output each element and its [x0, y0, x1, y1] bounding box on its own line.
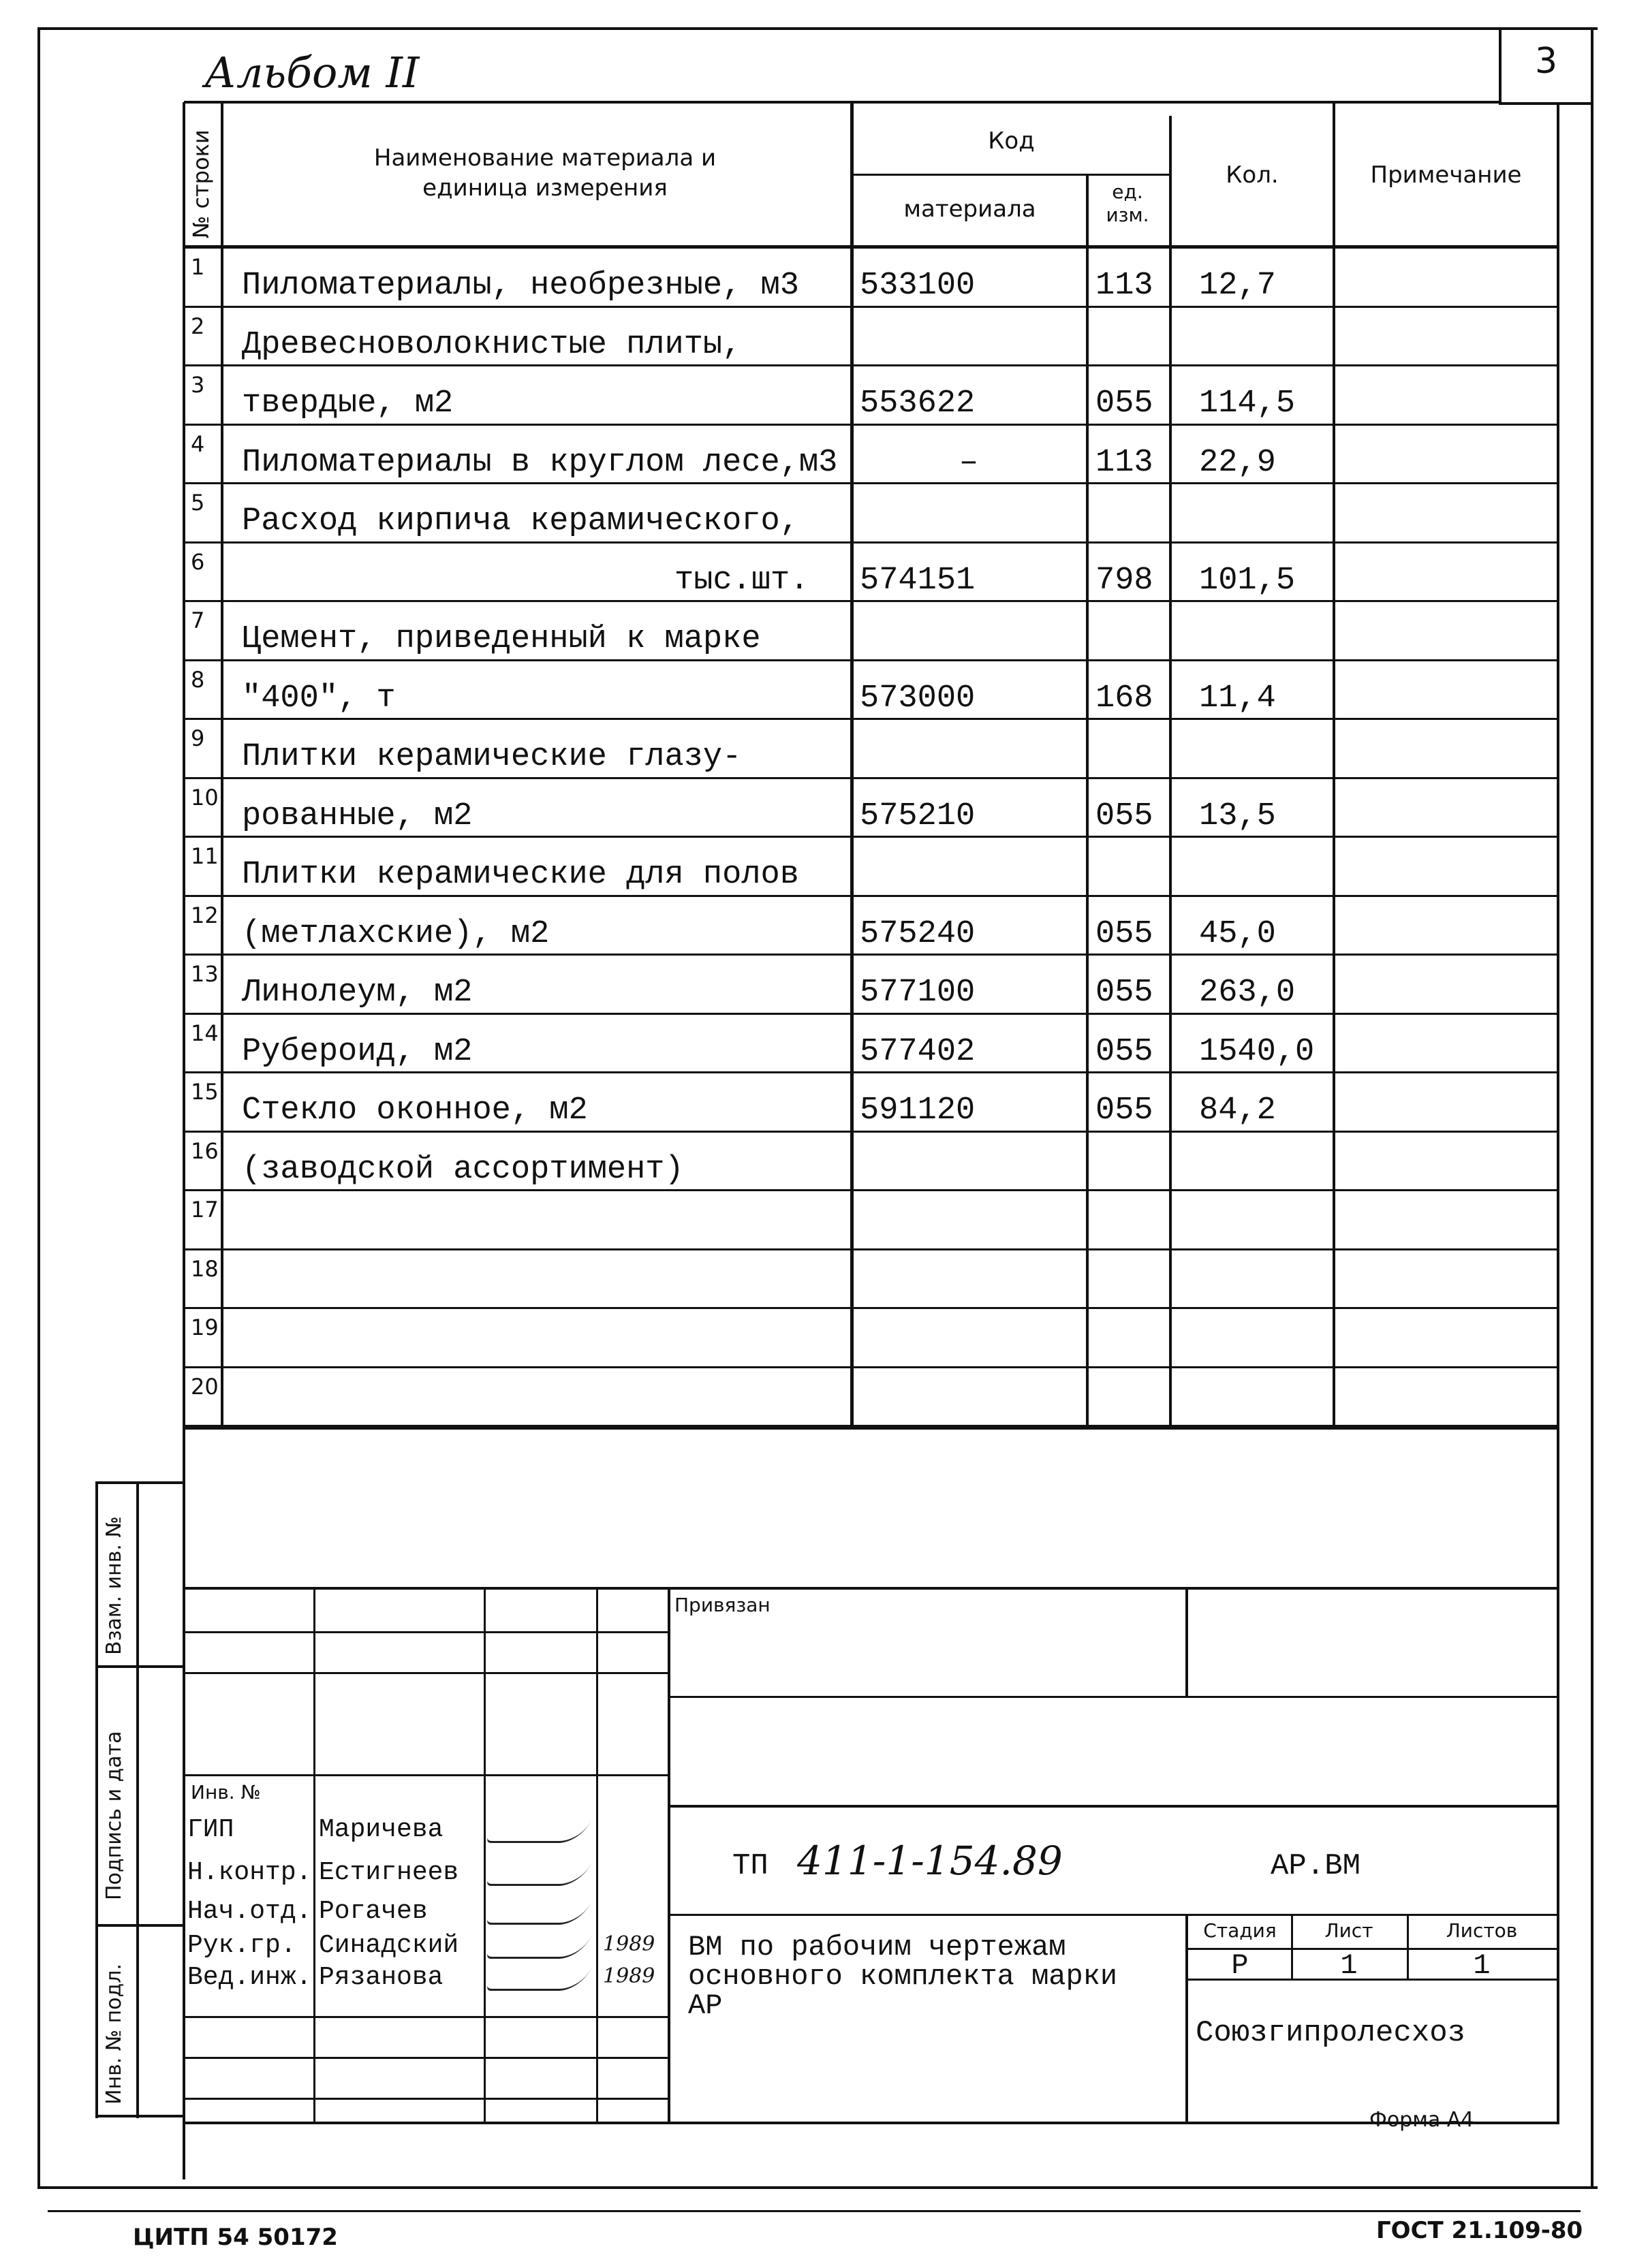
- signature-mark: [485, 1936, 591, 1959]
- table-row-line: [183, 600, 1559, 602]
- table-row-line: [183, 306, 1559, 308]
- row-quantity: 1540,0: [1199, 1034, 1315, 1070]
- stamp-sheet-value: 1: [1340, 1949, 1358, 1982]
- stamp-bottom: [183, 2122, 1559, 2124]
- signer-name: Рязанова: [319, 1963, 444, 1992]
- row-material-name: (заводской ассортимент): [242, 1152, 684, 1188]
- row-material-name: Рубероид, м2: [242, 1034, 473, 1070]
- stamp-row-9: [668, 1914, 1185, 1916]
- row-number: 11: [191, 843, 219, 869]
- row-number: 17: [191, 1197, 219, 1223]
- row-unit-code: 055: [1095, 1034, 1153, 1070]
- table-right-border: [1557, 102, 1559, 1427]
- header-code-material: материала: [903, 195, 1036, 223]
- row-material-code: 577402: [860, 1034, 976, 1070]
- row-number: 14: [191, 1020, 219, 1046]
- side-strip-top: [95, 1481, 185, 1484]
- header-row-number: № строки: [188, 129, 214, 238]
- table-row-line: [183, 718, 1559, 720]
- stamp-col-6: [1185, 1914, 1188, 2122]
- row-unit-code: 055: [1095, 916, 1153, 952]
- stamp-sheet-label: Лист: [1324, 1919, 1373, 1942]
- footer-line: [48, 2210, 1581, 2212]
- header-code-unit: ед. изм.: [1106, 180, 1149, 226]
- table-row-line: [183, 482, 1559, 484]
- row-material-code: 591120: [860, 1092, 976, 1129]
- signer-role: Рук.гр.: [187, 1931, 296, 1960]
- row-material-code: 573000: [860, 680, 976, 716]
- signer-role: Вед.инж.: [187, 1963, 312, 1992]
- row-number: 18: [191, 1256, 219, 1282]
- row-material-name: Пиломатериалы, необрезные, м3: [242, 268, 799, 304]
- row-number: 13: [191, 961, 219, 987]
- stamp-description-2: основного комплекта марки: [688, 1960, 1118, 1993]
- row-number: 12: [191, 902, 219, 928]
- side-label-inv-vzam: Взам. инв. №: [102, 1516, 126, 1655]
- footer-left-code: ЦИТП 54 50172: [133, 2224, 338, 2251]
- frame-bottom-line: [37, 2186, 1598, 2189]
- signer-name: Маричева: [319, 1815, 444, 1844]
- signer-name: Рогачев: [319, 1897, 428, 1926]
- signer-role: ГИП: [187, 1815, 234, 1844]
- album-title: Альбом II: [204, 48, 420, 97]
- stamp-sheets-label: Листов: [1446, 1919, 1518, 1942]
- signer-date: 1989: [603, 1964, 655, 1988]
- row-material-code: –: [959, 445, 979, 481]
- row-number: 20: [191, 1374, 219, 1400]
- stamp-row-4: [668, 1696, 1559, 1698]
- row-unit-code: 113: [1095, 445, 1153, 481]
- row-material-name: Плитки керамические глазу-: [242, 739, 742, 775]
- table-row-line: [183, 777, 1559, 779]
- row-number: 7: [191, 608, 205, 633]
- side-strip-sep-1: [95, 1665, 185, 1668]
- header-name: Наименование материала и единица измерения: [373, 144, 717, 202]
- table-row-line: [183, 659, 1559, 661]
- col-unit-divider: [1169, 116, 1172, 1427]
- stamp-description-3: АР: [688, 1989, 723, 2022]
- row-material-name: рованные, м2: [242, 798, 473, 834]
- row-material-name: Стекло оконное, м2: [242, 1092, 588, 1129]
- row-unit-code: 055: [1095, 975, 1153, 1011]
- row-material-code: 553622: [860, 385, 976, 422]
- row-number: 2: [191, 313, 205, 339]
- signer-role: Н.контр.: [187, 1858, 312, 1887]
- row-material-name: Расход кирпича керамического,: [242, 503, 799, 539]
- stamp-mark: АР.ВМ: [1271, 1849, 1361, 1883]
- header-qty: Кол.: [1226, 161, 1279, 189]
- row-unit-code: 113: [1095, 268, 1153, 304]
- row-number: 19: [191, 1314, 219, 1340]
- row-material-name: Пиломатериалы в круглом лесе,м3: [242, 445, 838, 481]
- frame-top-line: [37, 27, 1598, 30]
- stamp-row-5: [183, 1774, 668, 1776]
- stamp-row-6: [668, 1805, 1559, 1808]
- row-material-name: Линолеум, м2: [242, 975, 473, 1011]
- row-material-code: 575240: [860, 916, 976, 952]
- table-row-line: [183, 1071, 1559, 1073]
- stamp-right: [1557, 1427, 1559, 2122]
- row-number: 15: [191, 1079, 219, 1105]
- frame-left-line: [37, 27, 40, 2186]
- row-material-code: 533100: [860, 268, 976, 304]
- row-number: 6: [191, 549, 205, 575]
- stamp-stage-label: Стадия: [1203, 1919, 1277, 1942]
- row-quantity: 12,7: [1199, 268, 1276, 304]
- stamp-tp-number: 411-1-154.89: [797, 1838, 1063, 1884]
- row-quantity: 263,0: [1199, 975, 1296, 1011]
- row-quantity: 13,5: [1199, 798, 1276, 834]
- row-material-name: Древесноволокнистые плиты,: [242, 327, 742, 363]
- stamp-col-8: [1407, 1914, 1409, 1979]
- stamp-organization: Союзгипролесхоз: [1196, 2016, 1466, 2050]
- table-row-line: [183, 364, 1559, 366]
- table-row-line: [183, 895, 1559, 897]
- side-label-inv-podl: Инв. № подл.: [102, 1964, 126, 2105]
- signature-mark: [485, 1968, 591, 1991]
- side-strip-left: [95, 1481, 98, 2118]
- stamp-description-1: ВМ по рабочим чертежам: [688, 1931, 1066, 1964]
- signature-mark: [485, 1821, 591, 1843]
- side-strip-sep-2: [95, 1924, 185, 1927]
- row-material-name: Плитки керамические для полов: [242, 857, 799, 893]
- stamp-row-2: [183, 1631, 668, 1633]
- stamp-row-3: [183, 1672, 668, 1674]
- stamp-sheets-value: 1: [1473, 1949, 1491, 1982]
- stamp-stage-value: Р: [1231, 1949, 1249, 1982]
- row-material-name: тыс.шт.: [674, 563, 809, 599]
- stamp-row-12: [183, 2098, 668, 2100]
- header-bottom-line: [183, 245, 1559, 249]
- footer-right-code: ГОСТ 21.109-80: [1376, 2217, 1583, 2244]
- title-underline: [184, 101, 1499, 104]
- row-number: 10: [191, 785, 219, 810]
- signer-date: 1989: [603, 1932, 655, 1956]
- stamp-row-11: [183, 2057, 668, 2059]
- stamp-tp-prefix: ТП: [732, 1849, 768, 1883]
- stamp-col-4: [668, 1587, 670, 2122]
- stamp-col-3: [596, 1587, 598, 2122]
- stamp-top: [183, 1587, 1559, 1590]
- row-number: 1: [191, 254, 205, 280]
- sheet-box-bottom: [1499, 102, 1593, 105]
- row-material-code: 577100: [860, 975, 976, 1011]
- table-row-line: [183, 424, 1559, 426]
- stamp-inv-no: Инв. №: [191, 1781, 261, 1804]
- row-unit-code: 055: [1095, 1092, 1153, 1129]
- row-unit-code: 055: [1095, 798, 1153, 834]
- frame-right-line: [1591, 27, 1593, 2186]
- row-number: 9: [191, 725, 205, 751]
- row-quantity: 45,0: [1199, 916, 1276, 952]
- header-note: Примечание: [1370, 161, 1522, 189]
- signature-mark: [485, 1863, 591, 1886]
- stamp-area-top: [183, 1427, 1559, 1430]
- signer-name: Синадский: [319, 1931, 459, 1960]
- table-row-line: [183, 1189, 1559, 1191]
- stamp-privyazan: Привязан: [674, 1594, 771, 1616]
- signer-role: Нач.отд.: [187, 1897, 312, 1926]
- stamp-col-2: [484, 1587, 486, 2122]
- row-number: 3: [191, 372, 205, 398]
- row-material-code: 575210: [860, 798, 976, 834]
- table-row-line: [183, 954, 1559, 956]
- row-quantity: 114,5: [1199, 385, 1296, 422]
- row-material-name: твердые, м2: [242, 385, 454, 422]
- signer-name: Естигнеев: [319, 1858, 459, 1887]
- row-number: 16: [191, 1138, 219, 1164]
- table-row-line: [183, 541, 1559, 544]
- form-label: Форма А4: [1369, 2108, 1474, 2132]
- stamp-row-7: [1185, 1914, 1559, 1916]
- row-unit-code: 055: [1095, 385, 1153, 422]
- col-qty-divider: [1333, 102, 1335, 1427]
- row-number: 4: [191, 431, 205, 457]
- row-number: 8: [191, 667, 205, 693]
- stamp-col-7: [1291, 1914, 1293, 1979]
- side-strip-bottom: [95, 2115, 185, 2117]
- table-row-line: [183, 1131, 1559, 1133]
- sheet-number: 3: [1534, 41, 1558, 82]
- col-name-divider: [850, 102, 854, 1427]
- table-row-line: [183, 836, 1559, 838]
- row-quantity: 84,2: [1199, 1092, 1276, 1129]
- row-quantity: 22,9: [1199, 445, 1276, 481]
- header-code-split-line: [850, 174, 1172, 176]
- side-strip-divider: [136, 1481, 139, 2118]
- row-unit-code: 798: [1095, 563, 1153, 599]
- row-material-name: "400", т: [242, 680, 396, 716]
- side-label-sign-date: Подпись и дата: [102, 1731, 126, 1900]
- stamp-row-10: [183, 2016, 668, 2018]
- table-row-line: [183, 1248, 1559, 1250]
- header-code: Код: [988, 127, 1035, 155]
- row-number: 5: [191, 490, 205, 516]
- stamp-col-5: [1185, 1587, 1188, 1696]
- col-code-divider: [1086, 174, 1089, 1427]
- row-material-code: 574151: [860, 563, 976, 599]
- table-row-line: [183, 1307, 1559, 1309]
- row-unit-code: 168: [1095, 680, 1153, 716]
- col-rownum-divider: [221, 102, 223, 1427]
- row-quantity: 11,4: [1199, 680, 1276, 716]
- row-material-name: Цемент, приведенный к марке: [242, 621, 761, 657]
- row-quantity: 101,5: [1199, 563, 1296, 599]
- stamp-col-1: [313, 1587, 315, 2122]
- table-row-line: [183, 1366, 1559, 1368]
- table-row-line: [183, 1013, 1559, 1015]
- signature-mark: [485, 1902, 591, 1925]
- row-material-name: (метлахские), м2: [242, 916, 550, 952]
